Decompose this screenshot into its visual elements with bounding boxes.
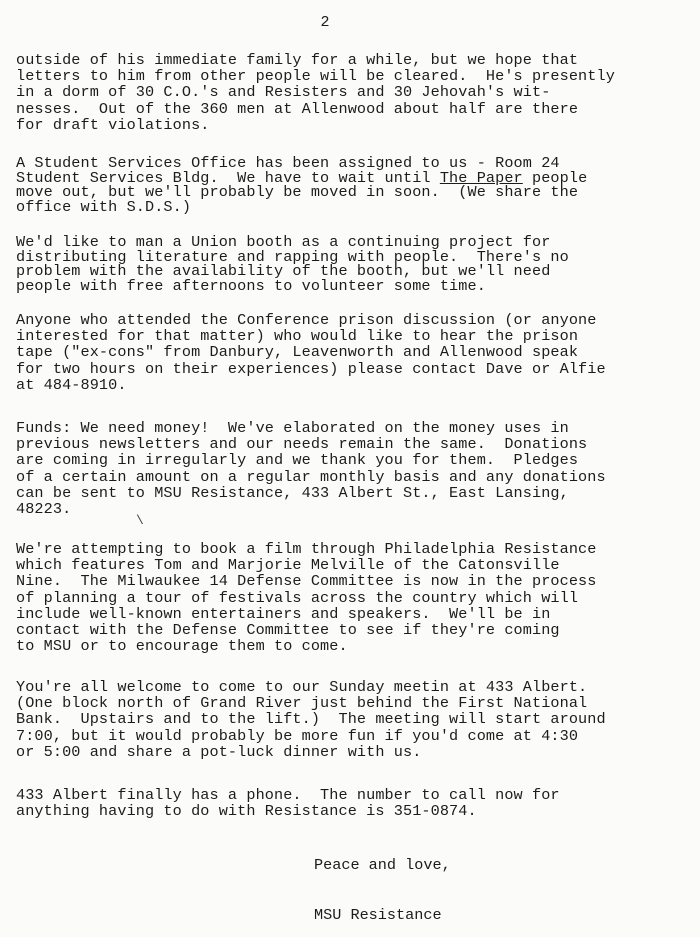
- paragraph-allenwood: outside of his immediate family for a while, but we hope that letters to him from other people will be cleared. He's presently in a dorm of 30 C.O.'s and Resisters and 30 Jehovah's wit- nesses. Out of the 360 men at Allenwood about half are there for draft violations.: [16, 51, 615, 134]
- paragraph-film: We're attempting to book a film through Philadelphia Resistance which features Tom and Marjorie Melville of the Catonsville Nine. The Milwaukee 14 Defense Committee is now in the process of planning a tour of festivals across the country which will include well-known entertainers and speakers. We'll be in contact with the Defense Committee to see if they're coming to MSU or to encourage them to come.: [16, 540, 597, 656]
- paragraph-phone: 433 Albert finally has a phone. The number to call now for anything having to do with Resistance is 351-0874.: [16, 786, 560, 821]
- page-number: 2: [320, 14, 330, 31]
- paragraph-prison-tape: Anyone who attended the Conference prison discussion (or anyone interested for that matter) who would like to hear the prison tape ("ex-cons" from Danbury, Leavenworth and Allenwood speak for two hours on their experiences) please contact Dave or Alfie at 484-8910.: [16, 311, 606, 394]
- paragraph-student-services: A Student Services Office has been assigned to us - Room 24 Student Services Bldg. We have to wait until The Paper people move out, but we'll probably be moved in soon. (We share the office with S.D.S.): [16, 154, 588, 216]
- closing: Peace and love,: [314, 856, 451, 874]
- the-paper-underlined: The Paper: [439, 168, 523, 187]
- paragraph-funds: Funds: We need money! We've elaborated on the money uses in previous newsletters and our needs remain the same. Donations are coming in irregularly and we thank you for them. Pledges of a certain amount on a regular monthly basis and any donations can be sent to MSU Resistance, 433 Albert St., East Lansing, 48223.: [16, 419, 606, 519]
- paragraph-meeting: You're all welcome to come to our Sunday meetin at 433 Albert. (One block north of Grand River just behind the First National Bank. Upstairs and to the lift.) The meeting will start around 7:00, but it would probably be more fun if you'd come at 4:30 or 5:00 and share a pot-luck dinner with us.: [16, 678, 606, 761]
- paragraph-union-booth: We'd like to man a Union booth as a continuing project for distributing literature and rapping with people. There's no problem with the availability of the booth, but we'll need people with free afternoons to volunteer some time.: [16, 233, 569, 295]
- stray-mark: \: [136, 513, 144, 528]
- signature: MSU Resistance: [314, 906, 442, 924]
